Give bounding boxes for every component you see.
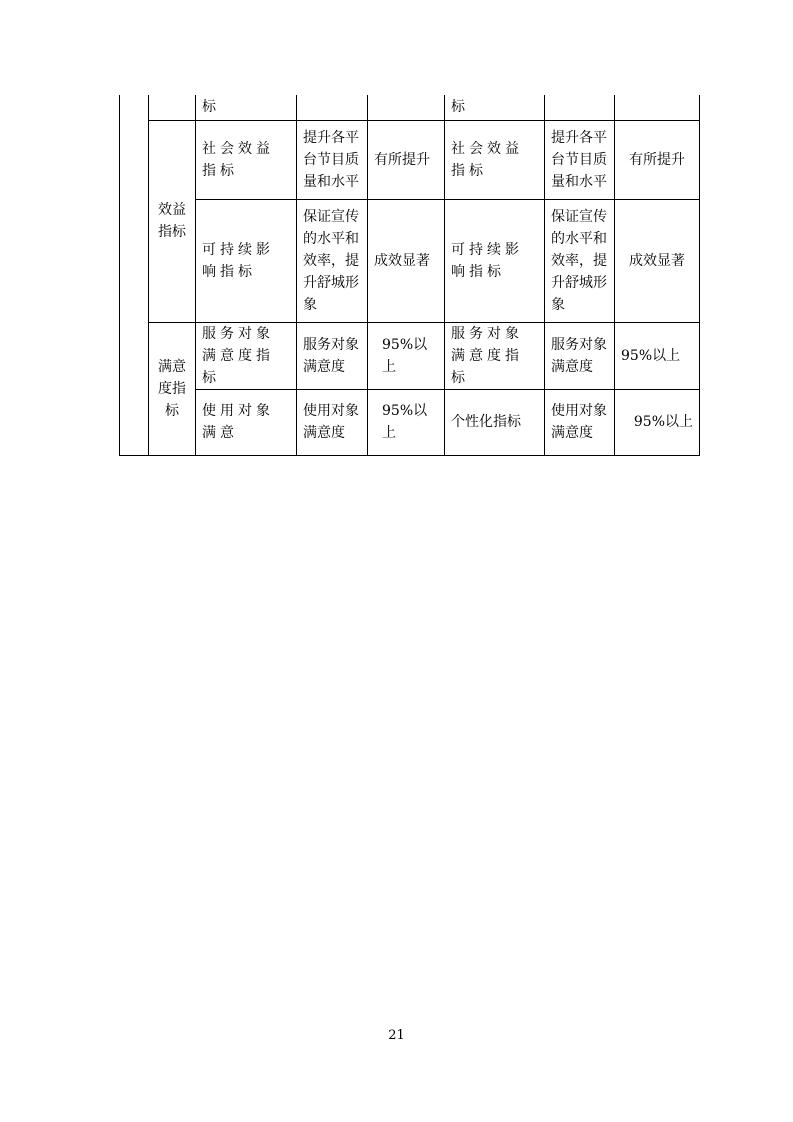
performance-indicator-table (119, 95, 700, 456)
table-row (120, 199, 700, 322)
table-row (120, 95, 700, 120)
content-cell: 提升各平台节目质量和水平 (297, 120, 368, 199)
indicator-cell: 服务对象满意度指标 (445, 322, 545, 389)
indicator-cell: 可持续影响指标 (445, 199, 545, 322)
page-number: 21 (388, 1028, 405, 1043)
indicator-cell: 服务对象满意度指标 (196, 322, 297, 389)
category-cell: 效益指标 (149, 120, 196, 322)
value-cell: 有所提升 (368, 120, 445, 199)
content-cell: 保证宣传的水平和效率，提升舒城形象 (545, 199, 615, 322)
value-cell: 成效显著 (368, 199, 445, 322)
value-cell (368, 95, 445, 120)
indicator-cell: 社会效益指标 (196, 120, 297, 199)
content-cell: 使用对象满意度 (545, 389, 615, 455)
indicator-cell: 个性化指标 (445, 389, 545, 455)
content-cell: 服务对象满意度 (297, 322, 368, 389)
table-row (120, 120, 700, 199)
value-cell: 95%以上 (615, 322, 700, 389)
outer-category-cell (120, 95, 149, 455)
content-cell: 提升各平台节目质量和水平 (545, 120, 615, 199)
indicator-cell: 标 (445, 95, 545, 120)
value-cell: 95%以上 (368, 389, 445, 455)
indicator-cell: 使用对象满意 (196, 389, 297, 455)
content-cell (297, 95, 368, 120)
table-row (120, 389, 700, 455)
indicator-cell: 标 (196, 95, 297, 120)
table-row (120, 322, 700, 389)
content-cell: 使用对象满意度 (297, 389, 368, 455)
value-cell: 有所提升 (615, 120, 700, 199)
content-cell: 服务对象满意度 (545, 322, 615, 389)
value-cell: 成效显著 (615, 199, 700, 322)
value-cell: 95%以上 (368, 322, 445, 389)
indicator-cell: 社会效益指标 (445, 120, 545, 199)
value-cell (615, 95, 700, 120)
value-cell: 95%以上 (615, 389, 700, 455)
category-cell: 满意度指标 (149, 322, 196, 455)
category-cell (149, 95, 196, 120)
content-cell (545, 95, 615, 120)
content-cell: 保证宣传的水平和效率，提升舒城形象 (297, 199, 368, 322)
indicator-cell: 可持续影响指标 (196, 199, 297, 322)
